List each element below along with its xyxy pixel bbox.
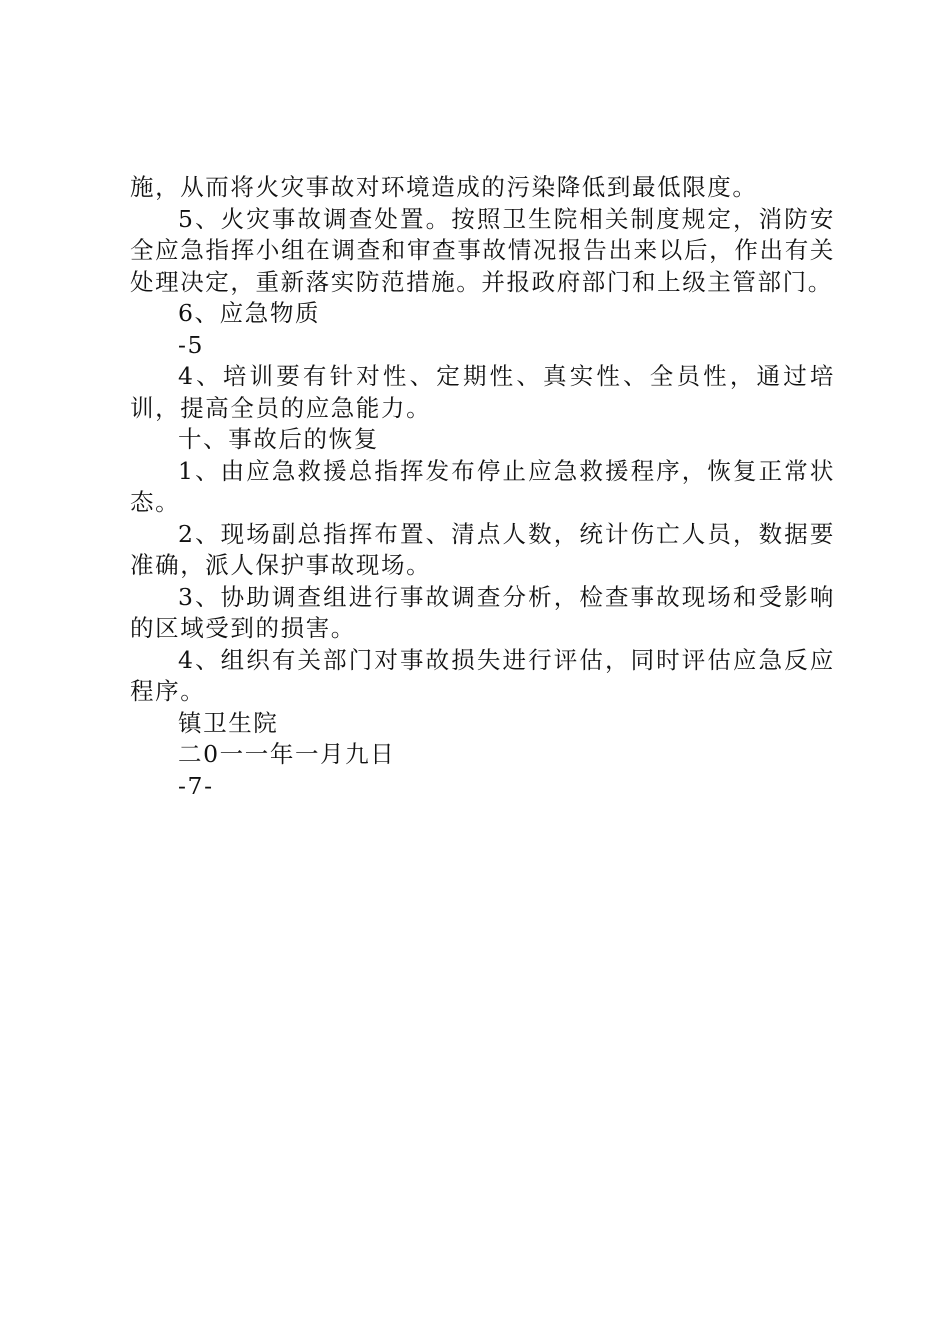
page-number: -7-	[178, 771, 214, 800]
paragraph-recovery-2: 2、现场副总指挥布置、清点人数，统计伤亡人员，数据要准确，派人保护事故现场。	[130, 519, 835, 579]
paragraph-recovery-3: 3、协助调查组进行事故调查分析，检查事故现场和受影响的区域受到的损害。	[130, 582, 835, 642]
section-heading-recovery: 十、事故后的恢复	[178, 425, 379, 453]
paragraph-recovery-1: 1、由应急救援总指挥发布停止应急救援程序，恢复正常状态。	[130, 456, 835, 516]
paragraph-recovery-4: 4、组织有关部门对事故损失进行评估，同时评估应急反应程序。	[130, 645, 835, 705]
page-number-fragment: -5	[178, 330, 205, 359]
signature-date: 二0一一年一月九日	[178, 740, 396, 768]
paragraph-continuation: 施，从而将火灾事故对环境造成的污染降低到最低限度。	[130, 173, 758, 201]
signature-organization: 镇卫生院	[178, 708, 279, 737]
paragraph-fire-investigation: 5、火灾事故调查处置。按照卫生院相关制度规定，消防安全应急指挥小组在调查和审查事故情况报告出来以后，作出有关处理决定，重新落实防范措施。并报政府部门和上级主管部门。	[130, 204, 835, 296]
document-body	[130, 172, 835, 802]
paragraph-training: 4、培训要有针对性、定期性、真实性、全员性，通过培训，提高全员的应急能力。	[130, 362, 835, 422]
paragraph-emergency-supplies: 6、应急物质	[178, 299, 321, 327]
